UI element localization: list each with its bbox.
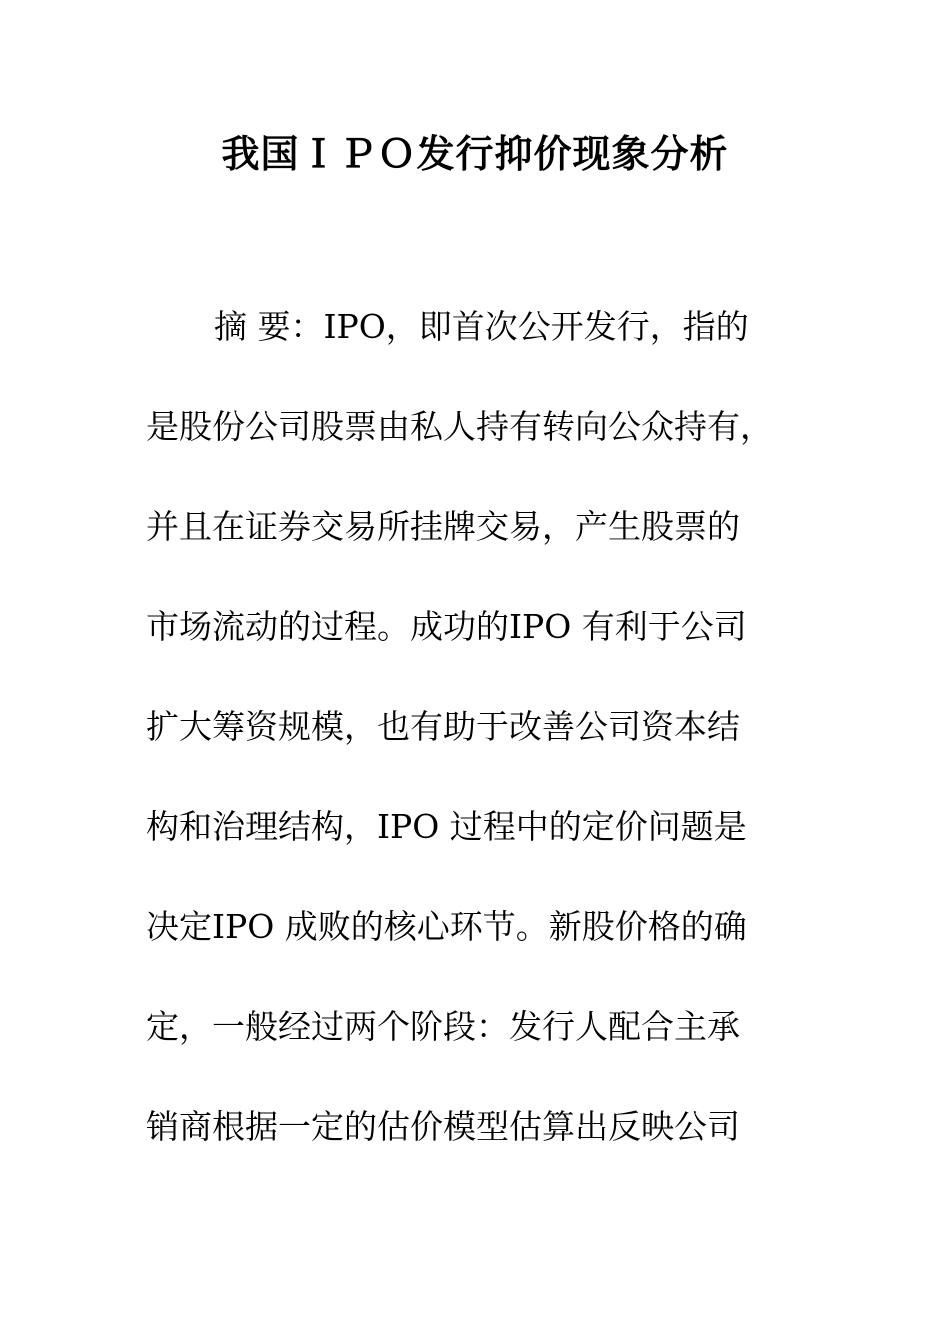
paragraph-line: 并且在证券交易所挂牌交易，产生股票的 bbox=[146, 507, 740, 546]
paragraph-line: 扩大筹资规模，也有助于改善公司资本结 bbox=[146, 707, 740, 746]
document-title: 我国ＩＰＯ发行抑价现象分析 bbox=[221, 131, 729, 176]
paragraph-line: 定，一般经过两个阶段：发行人配合主承 bbox=[146, 1007, 740, 1046]
paragraph-line: 决定IPO 成败的核心环节。新股价格的确 bbox=[146, 907, 747, 946]
paragraph-line: 构和治理结构，IPO 过程中的定价问题是 bbox=[146, 807, 747, 846]
paragraph-line: 摘 要：IPO，即首次公开发行，指的 bbox=[214, 307, 749, 346]
paragraph-line: 市场流动的过程。成功的IPO 有利于公司 bbox=[146, 607, 747, 646]
paragraph-line: 销商根据一定的估价模型估算出反映公司 bbox=[146, 1107, 740, 1146]
paragraph-line: 是股份公司股票由私人持有转向公众持有， bbox=[146, 407, 773, 446]
